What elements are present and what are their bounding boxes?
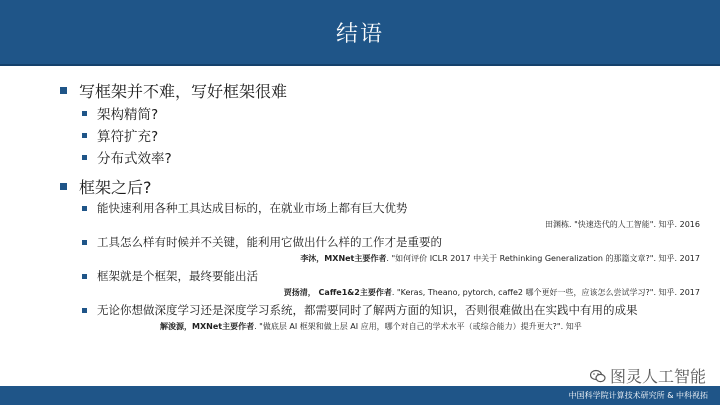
citation-author: 贾扬清， Caffe1&2主要作者 [283, 288, 392, 297]
bullet-heading-text: 写框架并不难，写好框架很难 [79, 81, 288, 101]
sub-bullet-text: 框架就是个框架，最终要能出活 [97, 269, 258, 283]
sub-bullet [82, 124, 700, 146]
sub-bullet-text: 能快速利用各种工具达成目标的，在就业市场上都有巨大优势 [97, 201, 408, 215]
footer-text: 中国科学院计算技术研究所 & 中科视拓 [568, 391, 708, 400]
sub-bullet-text: 工具怎么样有时候并不关键，能利用它做出什么样的工作才是重要的 [97, 235, 442, 249]
slide-content [60, 78, 700, 334]
bullet-heading [60, 78, 700, 102]
sub-bullet-text: 分布式效率? [97, 151, 172, 167]
sub-bullet [82, 232, 700, 252]
square-bullet-icon [82, 240, 87, 245]
citation [60, 286, 700, 300]
watermark-text: 图灵人工智能 [609, 367, 706, 386]
sub-bullet-text: 无论你想做深度学习还是深度学习系统，都需要同时了解两方面的知识，否则很难做出在实践中有用的成果 [97, 303, 638, 317]
sub-bullet [82, 266, 700, 286]
square-bullet-icon [82, 206, 87, 211]
square-bullet-icon [82, 111, 87, 116]
citation-text: . "如何评价 ICLR 2017 中关于 Rethinking Generalization 的那篇文章?". 知乎. 2017 [386, 254, 700, 263]
title-bar [0, 0, 720, 66]
square-bullet-icon [60, 87, 67, 94]
square-bullet-icon [82, 308, 87, 313]
slide-title: 结语 [335, 21, 384, 47]
sub-bullet [82, 300, 700, 320]
citation-author: 李沐，MXNet主要作者 [300, 254, 387, 263]
citation-text: . "做底层 AI 框架和做上层 AI 应用，哪个对自己的学术水平（或综合能力）提升更大?". 知乎 [254, 322, 582, 331]
sub-bullet-text: 算符扩充? [97, 129, 159, 145]
citation [60, 218, 700, 232]
bullet-heading-text: 框架之后? [79, 177, 152, 197]
citation-author: 解浚源，MXNet主要作者 [160, 322, 255, 331]
wechat-icon [590, 369, 606, 383]
square-bullet-icon [60, 183, 67, 190]
footer-bar [0, 386, 720, 405]
square-bullet-icon [82, 274, 87, 279]
sub-bullet [82, 102, 700, 124]
citation-text: . "Keras, Theano, pytorch, caffe2 哪个更好一些，应该怎么尝试学习?". 知乎. 2017 [391, 288, 700, 297]
citation [60, 252, 700, 266]
square-bullet-icon [82, 155, 87, 160]
citation [160, 320, 700, 334]
watermark [590, 364, 706, 387]
citation-text: 田渊栋. "快速迭代的人工智能". 知乎. 2016 [545, 220, 700, 229]
sub-bullet [82, 198, 700, 218]
sub-bullet [82, 146, 700, 168]
square-bullet-icon [82, 133, 87, 138]
sub-bullet-text: 架构精简? [97, 107, 159, 123]
bullet-heading [60, 174, 700, 198]
